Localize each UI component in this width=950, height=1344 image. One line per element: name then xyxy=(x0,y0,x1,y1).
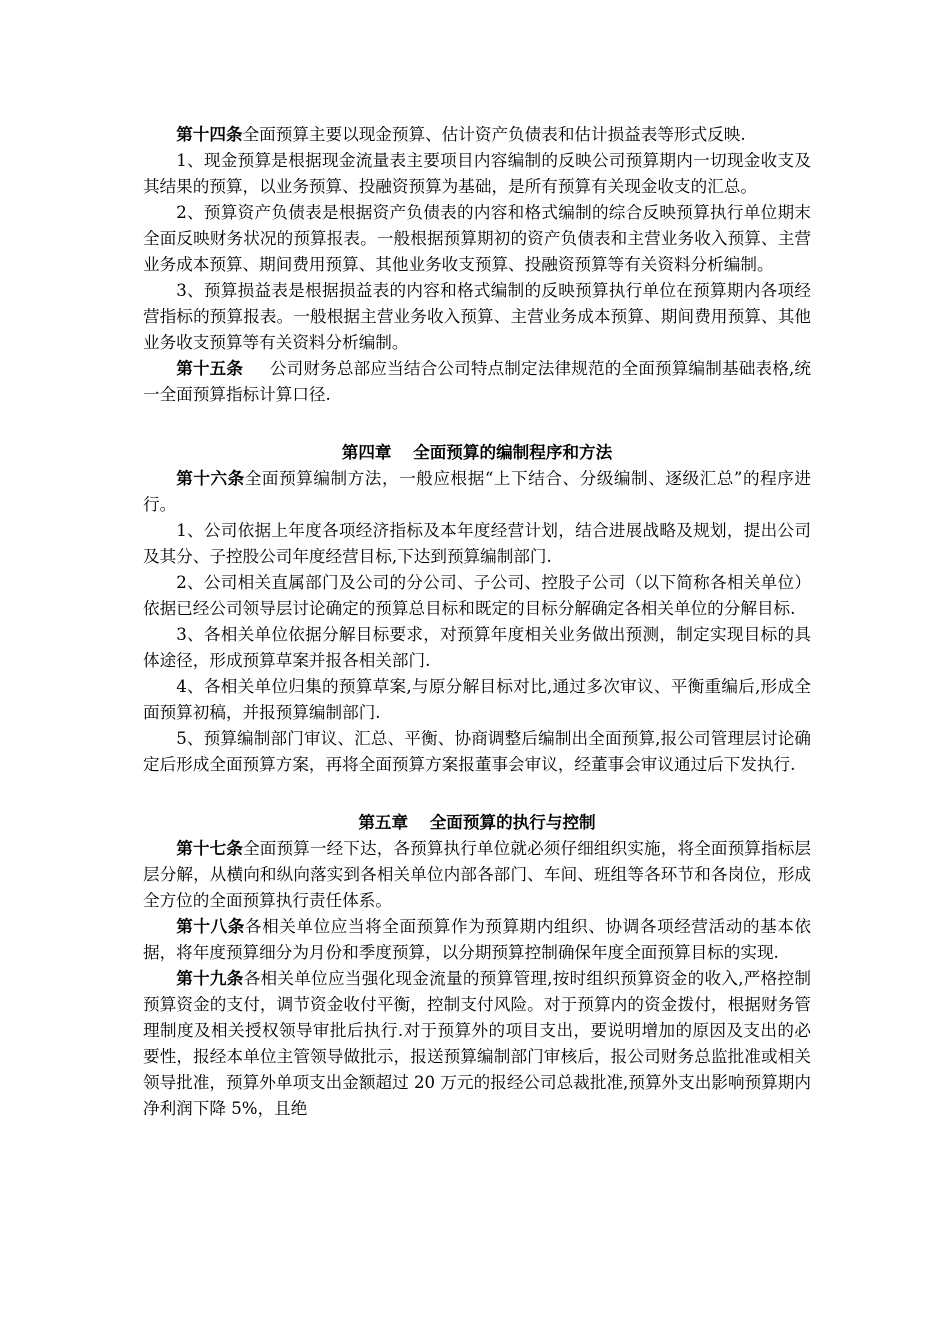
chapter-4-title: 全面预算的编制程序和方法 xyxy=(413,443,613,462)
article-15-label: 第十五条 xyxy=(176,359,244,378)
chapter-5-number: 第五章 xyxy=(358,813,409,832)
article-14-item-1: 1、现金预算是根据现金流量表主要项目内容编制的反映公司预算期内一切现金收支及其结果的预算，以业务预算、投融资预算为基础，是所有预算有关现金收支的汇总。 xyxy=(143,151,811,196)
article-19-text: 各相关单位应当强化现金流量的预算管理,按时组织预算资金的收入,严格控制预算资金的支付，调节资金收付平衡，控制支付风险。对于预算内的资金拨付，根据财务管理制度及相关授权领导审批后执行.对于预算外的项目支出，要说明增加的原因及支出的必要性，报经本单位主管领导做批示，报送预算编制部门审核后，报公司财务总监批准或相关领导批准，预算外单项支出金额超过 20 万元的报经公司总裁批准,预算外支出影响预算期内净利润下降 5%，且绝 xyxy=(143,969,811,1118)
chapter-4-heading xyxy=(143,440,811,466)
chapter-5-heading xyxy=(143,810,811,836)
article-17-text: 全面预算一经下达，各预算执行单位就必须仔细组织实施，将全面预算指标层层分解，从横向和纵向落实到各相关单位内部各部门、车间、班组等各环节和各岗位，形成全方位的全面预算执行责任体系。 xyxy=(143,839,812,910)
article-15-paragraph xyxy=(143,356,811,408)
article-14-item-3: 3、预算损益表是根据损益表的内容和格式编制的反映预算执行单位在预算期内各项经营指标的预算报表。一般根据主营业务收入预算、主营业务成本预算、期间费用预算、其他业务收支预算等有关资料分析编制。 xyxy=(143,281,811,352)
article-16-item-5: 5、预算编制部门审议、汇总、平衡、协商调整后编制出全面预算,报公司管理层讨论确定后形成全面预算方案，再将全面预算方案报董事会审议，经董事会审议通过后下发执行. xyxy=(143,729,811,774)
chapter-5-title: 全面预算的执行与控制 xyxy=(429,813,596,832)
document-page xyxy=(143,122,811,1122)
article-16-paragraph xyxy=(143,466,811,518)
article-16-item-4: 4、各相关单位归集的预算草案,与原分解目标对比,通过多次审议、平衡重编后,形成全面预算初稿，并报预算编制部门. xyxy=(143,677,811,722)
article-14-item-2: 2、预算资产负债表是根据资产负债表的内容和格式编制的综合反映预算执行单位期末全面反映财务状况的预算报表。一般根据预算期初的资产负债表和主营业务收入预算、主营业务成本预算、期间费用预算、其他业务收支预算、投融资预算等有关资料分析编制。 xyxy=(143,203,811,274)
article-14-label: 第十四条 xyxy=(176,125,243,144)
article-18-label: 第十八条 xyxy=(176,917,245,936)
article-17-label: 第十七条 xyxy=(176,839,244,858)
article-16-item-1: 1、公司依据上年度各项经济指标及本年度经营计划，结合进展战略及规划，提出公司及其分、子控股公司年度经营目标,下达到预算编制部门. xyxy=(143,521,811,566)
article-15-text: 公司财务总部应当结合公司特点制定法律规范的全面预算编制基础表格,统一全面预算指标计算口径. xyxy=(143,359,811,404)
article-18-paragraph xyxy=(143,914,811,966)
article-18-text: 各相关单位应当将全面预算作为预算期内组织、协调各项经营活动的基本依据，将年度预算细分为月份和季度预算，以分期预算控制确保年度全面预算目标的实现. xyxy=(143,917,812,962)
article-19-label: 第十九条 xyxy=(176,969,244,988)
article-16-text: 全面预算编制方法，一般应根据“上下结合、分级编制、逐级汇总”的程序进行。 xyxy=(143,469,812,514)
article-19-paragraph xyxy=(143,966,811,1122)
article-14-text: 全面预算主要以现金预算、估计资产负债表和估计损益表等形式反映. xyxy=(242,125,746,144)
article-16-label: 第十六条 xyxy=(176,469,245,488)
chapter-4-number: 第四章 xyxy=(341,443,392,462)
article-16-item-3: 3、各相关单位依据分解目标要求，对预算年度相关业务做出预测，制定实现目标的具体途径，形成预算草案并报各相关部门. xyxy=(143,625,811,670)
article-14-paragraph xyxy=(143,122,811,148)
article-16-item-2: 2、公司相关直属部门及公司的分公司、子公司、控股子公司（以下简称各相关单位）依据已经公司领导层讨论确定的预算总目标和既定的目标分解确定各相关单位的分解目标. xyxy=(143,573,811,618)
article-17-paragraph xyxy=(143,836,811,914)
